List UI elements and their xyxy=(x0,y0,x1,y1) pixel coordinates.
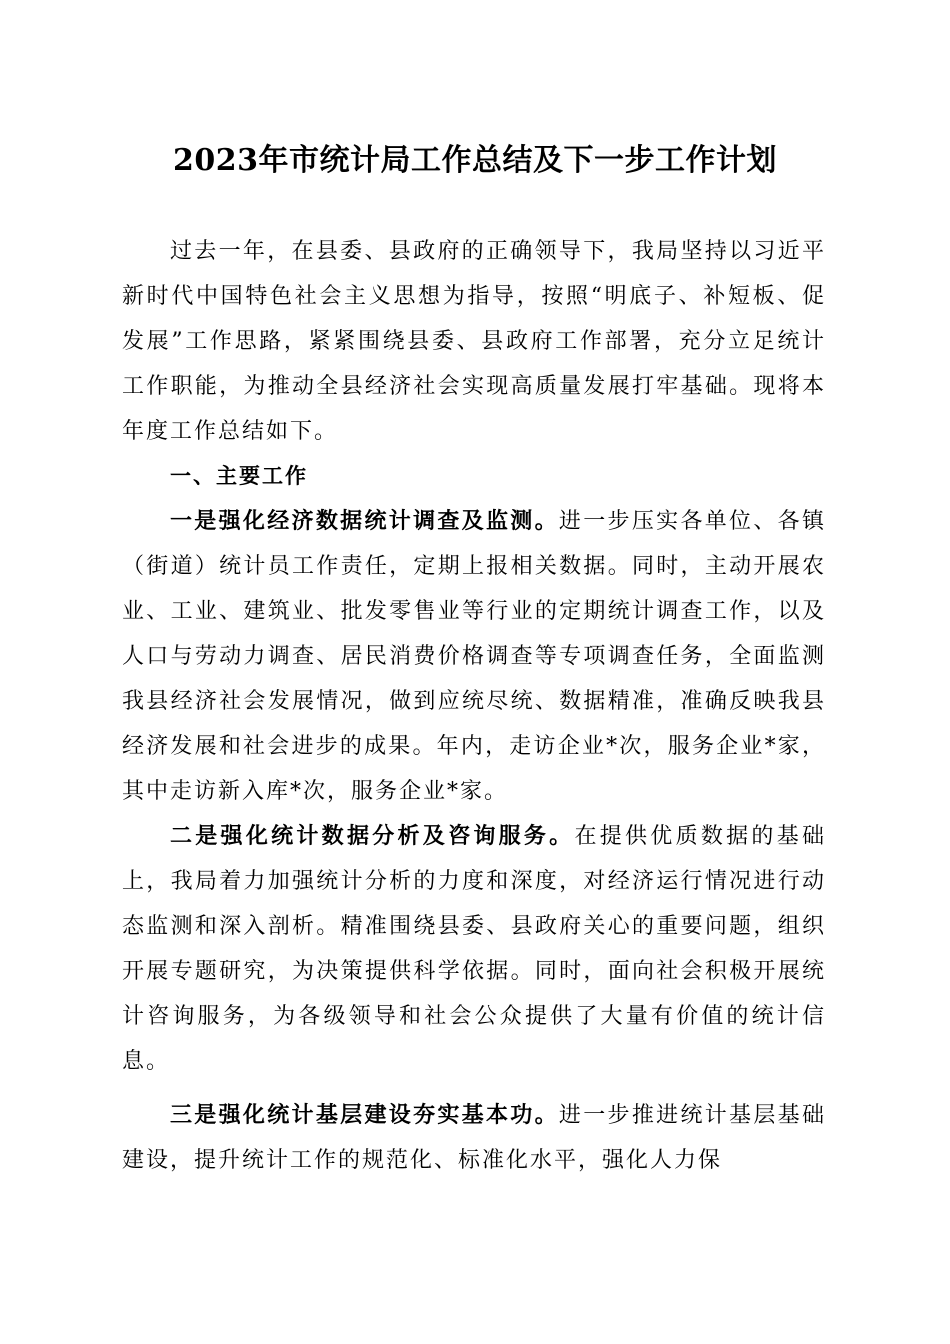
work-item-2 xyxy=(122,814,826,1084)
intro-paragraph: 过去一年，在县委、县政府的正确领导下，我局坚持以习近平新时代中国特色社会主义思想为指导，按照“明底子、补短板、促发展”工作思路，紧紧围绕县委、县政府工作部署，充分立足统计工作职能，为推动全县经济社会实现高质量发展打牢基础。现将本年度工作总结如下。 xyxy=(122,239,826,444)
section-heading-main-work: 一、主要工作 xyxy=(170,464,308,488)
work-item-1 xyxy=(122,499,826,814)
work-item-3-text: 进一步推进统计基层基础建设，提升统计工作的规范化、标准化水平，强化人力保 xyxy=(122,1103,826,1173)
work-item-1-lead: 一是强化经济数据统计调查及监测。 xyxy=(170,508,559,534)
work-item-2-text: 在提供优质数据的基础上，我局着力加强统计分析的力度和深度，对经济运行情况进行动态监测和深入剖析。精准围绕县委、县政府关心的重要问题，组织开展专题研究，为决策提供科学依据。同时，面向社会积极开展统计咨询服务，为各级领导和社会公众提供了大量有价值的统计信息。 xyxy=(122,824,826,1074)
document-title: 2023年市统计局工作总结及下一步工作计划 xyxy=(173,143,777,178)
work-item-2-lead: 二是强化统计数据分析及咨询服务。 xyxy=(170,823,575,849)
work-item-3-lead: 三是强化统计基层建设夯实基本功。 xyxy=(170,1102,559,1128)
document-body xyxy=(122,229,826,1183)
work-item-3 xyxy=(122,1093,826,1183)
work-item-1-text: 进一步压实各单位、各镇（街道）统计员工作责任，定期上报相关数据。同时，主动开展农业、工业、建筑业、批发零售业等行业的定期统计调查工作，以及人口与劳动力调查、居民消费价格调查等专项调查任务，全面监测我县经济社会发展情况，做到应统尽统、数据精准，准确反映我县经济发展和社会进步的成果。年内，走访企业*次，服务企业*家，其中走访新入库*次，服务企业*家。 xyxy=(122,509,826,804)
